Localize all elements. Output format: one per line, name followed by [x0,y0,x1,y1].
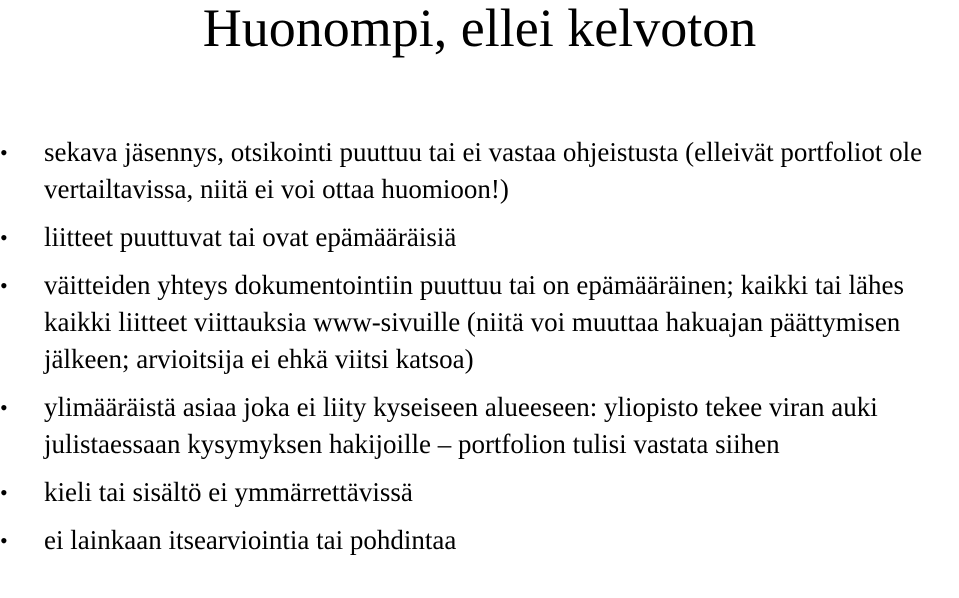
bullet-list [0,134,959,570]
bullet-item [0,134,959,208]
bullet-item [0,474,959,511]
slide-title: Huonompi, ellei kelvoton [202,0,757,58]
bullet-text: liitteet puuttuvat tai ovat epämääräisiä [44,222,457,252]
bullet-icon: • [0,225,8,250]
bullet-icon: • [0,140,8,165]
bullet-icon: • [0,528,8,553]
bullet-item [0,389,959,463]
bullet-item [0,267,959,378]
bullet-text: ylimääräistä asiaa joka ei liity kyseiseen alueeseen: yliopisto tekee viran auki julistaessaan kysymyksen hakijoille – portfolion tulisi vastata siihen [44,392,878,459]
bullet-icon: • [0,273,8,298]
bullet-text: sekava jäsennys, otsikointi puuttuu tai ei vastaa ohjeistusta (elleivät portfoliot ole vertailtavissa, niitä ei voi ottaa huomioon!) [44,137,923,204]
bullet-text: kieli tai sisältö ei ymmärrettävissä [44,477,413,507]
bullet-item [0,522,959,559]
bullet-text: ei lainkaan itsearviointia tai pohdintaa [44,525,457,555]
bullet-text: väitteiden yhteys dokumentointiin puuttuu tai on epämääräinen; kaikki tai lähes kaikki liitteet viittauksia www-sivuille (niitä voi muuttaa hakuajan päättymisen jälkeen; arvioitsija ei ehkä viitsi katsoa) [44,270,905,374]
bullet-icon: • [0,395,8,420]
bullet-item [0,219,959,256]
bullet-icon: • [0,480,8,505]
